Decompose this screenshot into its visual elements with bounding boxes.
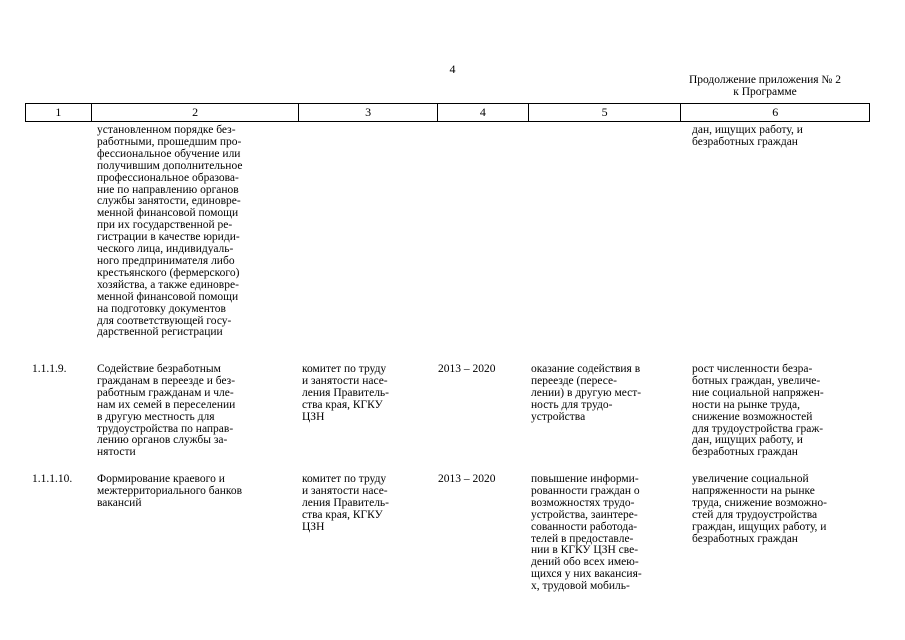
- row-executor: комитет по труду и занятости насе- ления Правитель- ства края, КГКУ ЦЗН: [302, 363, 390, 423]
- column-header-5: 5: [529, 104, 682, 121]
- row-result: оказание содействия в переезде (пересе- лении) в другую мест- ность для трудо- устройства: [531, 363, 642, 423]
- table-header-row: [25, 103, 870, 122]
- row-effect: рост численности безра- ботных граждан, увеличе- ние социальной напряжен- ности на рынке труда, снижение возможностей для трудоустройства граж- дан, ищущих работу, и безработных граждан: [692, 363, 824, 459]
- row-measure: Формирование краевого и межтерриториального банков вакансий: [97, 473, 243, 509]
- row-number: 1.1.1.10.: [32, 473, 73, 485]
- continuation-measure-text: установленном порядке без- работными, прошедшим про- фессиональное обучение или получившим дополнительное профессиональное образова- ние по направлению органов службы занятости, единовре- менной финансовой помощи при их государственной ре- гистрации в качестве юриди- ческого лица, индивидуаль- ного предпринимателя либо крестьянского (фермерского) хозяйства, а также единовре- менной финансовой помощи на подготовку документов для соответствующей госу- дарственной регистрации: [97, 124, 243, 339]
- appendix-note: [660, 74, 870, 98]
- row-result: повышение информи- рованности граждан о возможностях трудо- устройства, заинтере- сованности работода- телей в предоставле- нии в КГКУ ЦЗН све- дений обо всех имею- щихся у них вакансия- х, трудовой мобиль-: [531, 473, 642, 593]
- row-number: 1.1.1.9.: [32, 363, 67, 375]
- row-period: 2013 – 2020: [438, 363, 496, 375]
- column-header-1: 1: [26, 104, 92, 121]
- column-header-3: 3: [299, 104, 438, 121]
- row-measure: Содействие безработным гражданам в переезде и без- работным гражданам и чле- нам их семей в переселении в другую местность для трудоустройства по направ- лению органов службы за- нятости: [97, 363, 236, 459]
- appendix-note-line1: Продолжение приложения № 2: [688, 74, 842, 86]
- column-header-4: 4: [438, 104, 529, 121]
- row-executor: комитет по труду и занятости насе- ления Правитель- ства края, КГКУ ЦЗН: [302, 473, 390, 533]
- column-header-2: 2: [92, 104, 300, 121]
- continuation-effect-text: дан, ищущих работу, и безработных граждан: [692, 124, 803, 148]
- column-header-6: 6: [772, 105, 779, 119]
- page-number: 4: [449, 62, 456, 76]
- appendix-note-line2: к Программе: [733, 86, 797, 98]
- row-period: 2013 – 2020: [438, 473, 496, 485]
- row-effect: увеличение социальной напряженности на рынке труда, снижение возможно- стей для трудоустройства граждан, ищущих работу, и безработных граждан: [692, 473, 827, 545]
